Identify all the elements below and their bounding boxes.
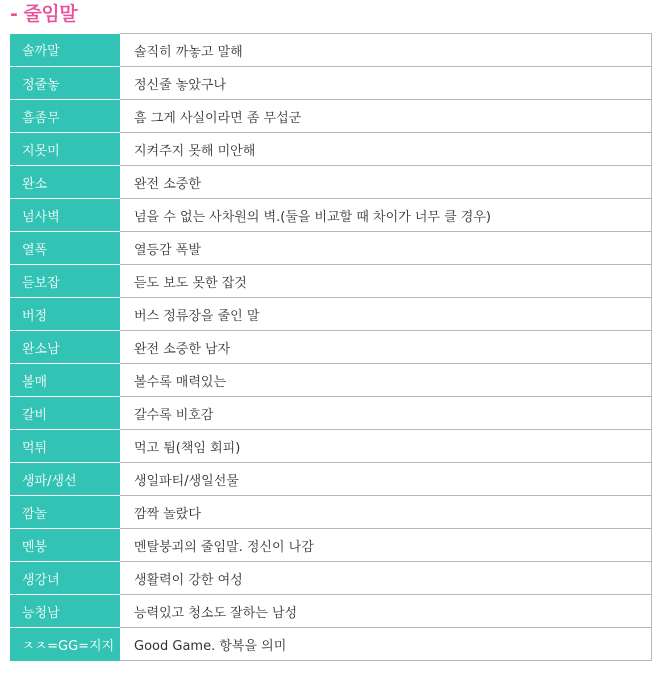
table-row — [10, 166, 651, 199]
abbreviation-term: 능청남 — [10, 595, 120, 628]
abbreviation-term: 열폭 — [10, 232, 120, 265]
table-row — [10, 430, 651, 463]
abbreviation-definition: 갈수록 비호감 — [120, 397, 651, 430]
abbreviation-term: 완소 — [10, 166, 120, 199]
table-row — [10, 100, 651, 133]
table-row — [10, 364, 651, 397]
page-title: - 줄임말 — [10, 3, 78, 25]
abbreviation-term: 볼매 — [10, 364, 120, 397]
abbreviation-term: 지못미 — [10, 133, 120, 166]
abbreviation-definition: 먹고 튐(책임 회피) — [120, 430, 651, 463]
abbreviation-term: 넘사벽 — [10, 199, 120, 232]
table-row — [10, 331, 651, 364]
abbreviation-term: 먹튀 — [10, 430, 120, 463]
table-row — [10, 529, 651, 562]
table-row — [10, 133, 651, 166]
abbreviation-term: 갈비 — [10, 397, 120, 430]
abbreviation-definition: 버스 정류장을 줄인 말 — [120, 298, 651, 331]
abbreviation-definition: 완전 소중한 남자 — [120, 331, 651, 364]
abbreviation-definition: 넘을 수 없는 사차원의 벽.(둘을 비교할 때 차이가 너무 클 경우) — [120, 199, 651, 232]
table-row — [10, 67, 651, 100]
abbreviation-definition: 흠 그게 사실이라면 좀 무섭군 — [120, 100, 651, 133]
abbreviation-definition: 생활력이 강한 여성 — [120, 562, 651, 595]
abbreviation-definition: 멘탈붕괴의 줄임말. 정신이 나감 — [120, 529, 651, 562]
abbreviation-definition: 열등감 폭발 — [120, 232, 651, 265]
table-row — [10, 397, 651, 430]
abbreviation-term: 정줄놓 — [10, 67, 120, 100]
abbreviation-definition: 볼수록 매력있는 — [120, 364, 651, 397]
abbreviation-term: 깜놀 — [10, 496, 120, 529]
abbreviation-term: 완소남 — [10, 331, 120, 364]
abbreviation-definition: 듣도 보도 못한 잡것 — [120, 265, 651, 298]
table-row — [10, 562, 651, 595]
abbreviation-term: 버정 — [10, 298, 120, 331]
abbreviation-definition: Good Game. 항복을 의미 — [120, 628, 651, 661]
abbreviation-term: 멘붕 — [10, 529, 120, 562]
abbreviation-definition: 깜짝 놀랐다 — [120, 496, 651, 529]
abbreviation-table-container — [10, 33, 651, 661]
table-row — [10, 463, 651, 496]
table-row — [10, 496, 651, 529]
abbreviation-term: 생파/생선 — [10, 463, 120, 496]
abbreviation-term: 듣보잡 — [10, 265, 120, 298]
abbreviation-definition: 정신줄 놓았구나 — [120, 67, 651, 100]
abbreviation-term: ㅈㅈ=GG=지지 — [10, 628, 120, 661]
table-row — [10, 199, 651, 232]
abbreviation-definition: 완전 소중한 — [120, 166, 651, 199]
table-row — [10, 595, 651, 628]
table-row — [10, 265, 651, 298]
abbreviation-definition: 능력있고 청소도 잘하는 남성 — [120, 595, 651, 628]
abbreviation-term: 솔까말 — [10, 34, 120, 67]
table-row — [10, 34, 651, 67]
abbreviation-term: 흠좀무 — [10, 100, 120, 133]
abbreviation-definition: 생일파티/생일선물 — [120, 463, 651, 496]
abbreviation-definition: 솔직히 까놓고 말해 — [120, 34, 651, 67]
abbreviation-table-body — [10, 34, 651, 661]
abbreviation-table — [10, 33, 652, 661]
abbreviation-term: 생강녀 — [10, 562, 120, 595]
table-row — [10, 628, 651, 661]
abbreviation-definition: 지켜주지 못해 미안해 — [120, 133, 651, 166]
table-row — [10, 298, 651, 331]
table-row — [10, 232, 651, 265]
